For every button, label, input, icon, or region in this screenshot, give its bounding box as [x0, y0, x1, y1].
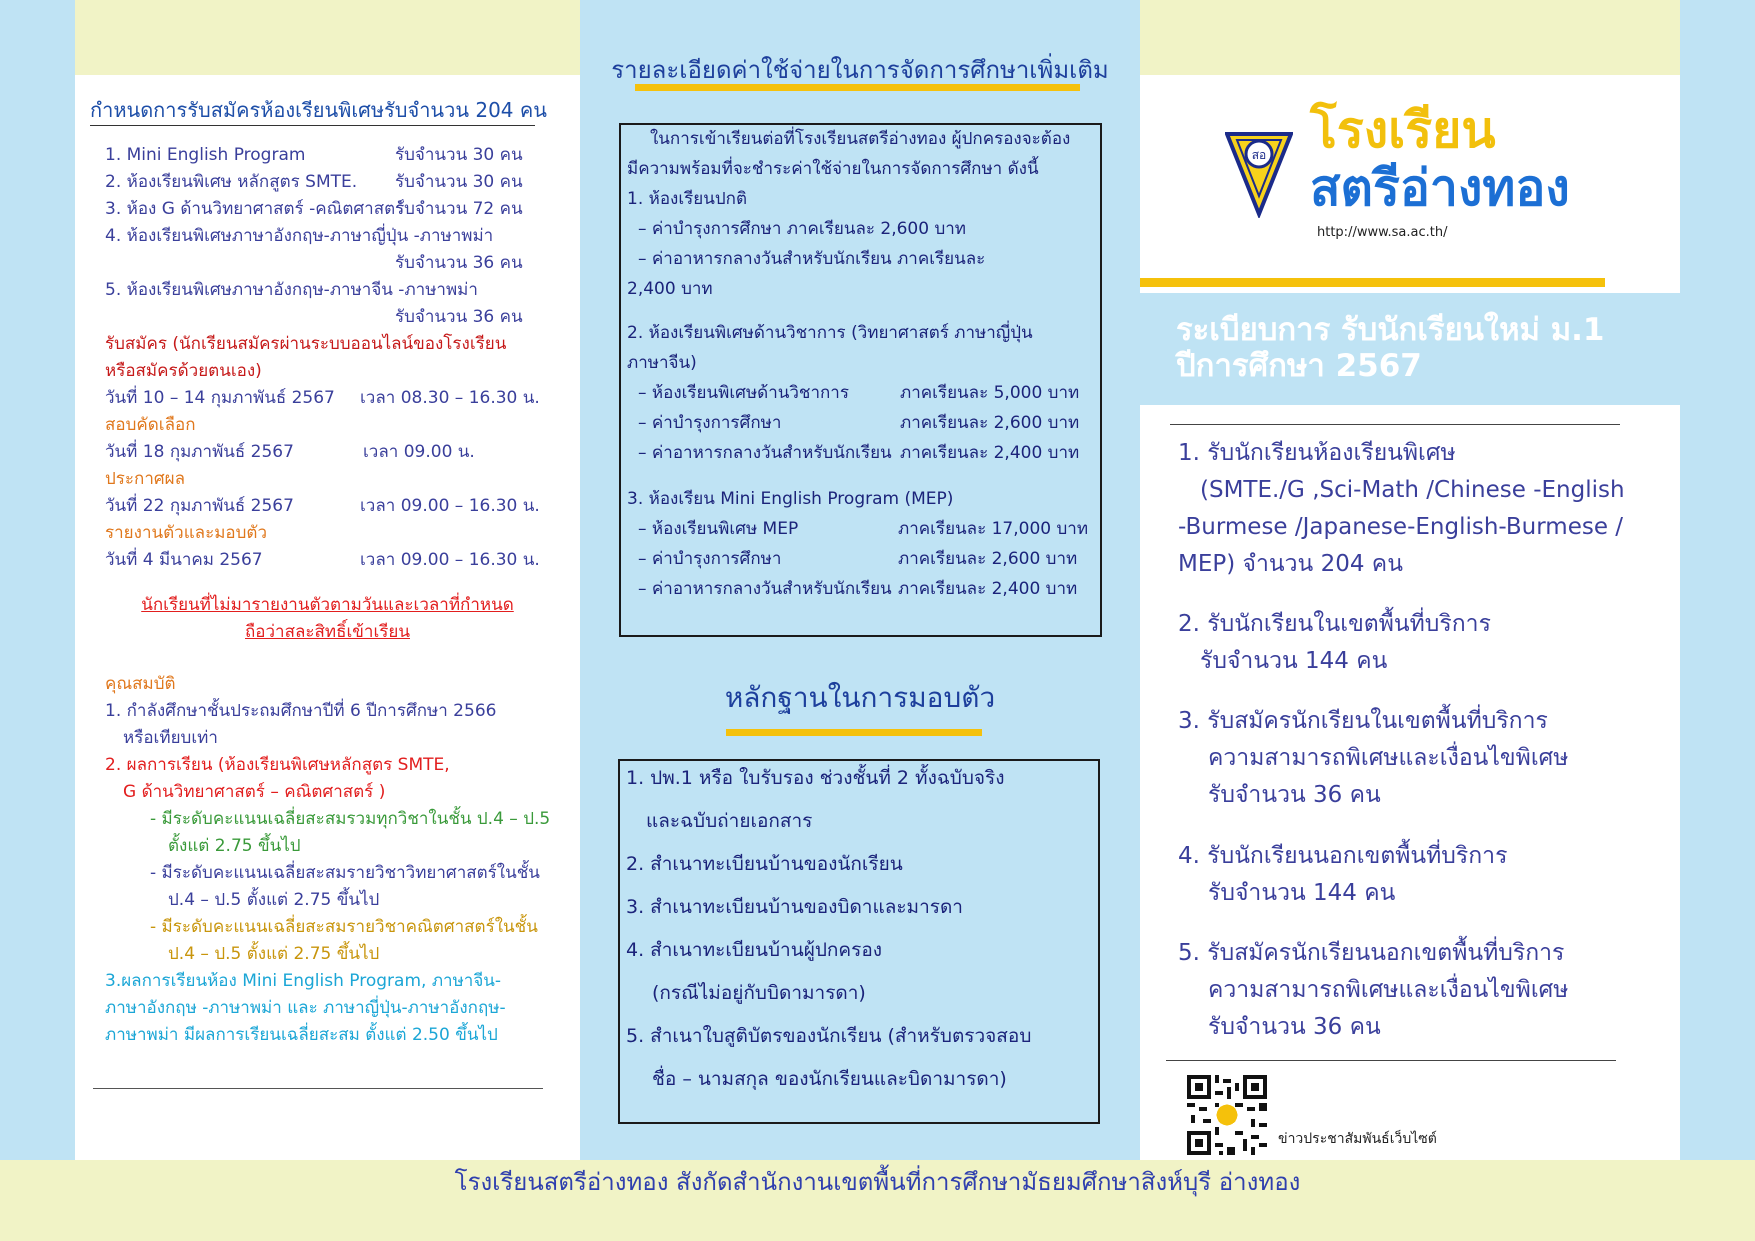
warning-line-2: ถือว่าสละสิทธิ์เข้าเรียน	[245, 622, 410, 642]
qualification-3-cont: ภาษาอังกฤษ -ภาษาพม่า และ ภาษาญี่ปุ่น-ภาษาอังกฤษ-	[105, 998, 506, 1018]
cost-intro: ในการเข้าเรียนต่อที่โรงเรียนสตรีอ่างทอง ผู้ปกครองจะต้อง	[650, 129, 1071, 149]
footer-text: โรงเรียนสตรีอ่างทอง สังกัดสำนักงานเขตพื้นที่การศึกษามัธยมศึกษาสิงห์บุรี อ่างทอง	[454, 1168, 1301, 1196]
admission-item: 5. รับสมัครนักเรียนนอกเขตพื้นที่บริการ	[1178, 940, 1565, 966]
program-count: รับจำนวน 36 คน	[395, 253, 523, 273]
program-name: 5. ห้องเรียนพิเศษภาษาอังกฤษ-ภาษาจีน -ภาษาพม่า	[105, 280, 478, 300]
apply-time: เวลา 08.30 – 16.30 น.	[360, 388, 540, 408]
cost-item-name: – ค่าอาหารกลางวันสำหรับนักเรียน	[638, 579, 892, 599]
qr-caption: ข่าวประชาสัมพันธ์เว็บไซต์	[1278, 1131, 1437, 1147]
divider	[1170, 424, 1620, 425]
banner-line-2: ปีการศึกษา 2567	[1176, 348, 1422, 384]
svg-text:สอ: สอ	[1251, 148, 1267, 162]
school-url[interactable]: http://www.sa.ac.th/	[1317, 225, 1448, 240]
right-edge-panel	[1680, 0, 1755, 1160]
qualification-2-item: - มีระดับคะแนนเฉลี่ยสะสมรายวิชาวิทยาศาสตร์ในชั้น	[150, 863, 540, 883]
program-name: 4. ห้องเรียนพิเศษภาษาอังกฤษ-ภาษาญี่ปุ่น -ภาษาพม่า	[105, 226, 494, 246]
admission-item-cont: รับจำนวน 144 คน	[1200, 648, 1388, 674]
left-edge-panel	[0, 0, 75, 1160]
report-label: รายงานตัวและมอบตัว	[105, 523, 267, 543]
qualification-2: 2. ผลการเรียน (ห้องเรียนพิเศษหลักสูตร SMTE,	[105, 755, 450, 775]
admission-item-cont: รับจำนวน 36 คน	[1208, 782, 1381, 808]
admission-item: 3. รับสมัครนักเรียนในเขตพื้นที่บริการ	[1178, 708, 1548, 734]
program-count: รับจำนวน 72 คน	[395, 199, 523, 219]
evidence-item-cont: ชื่อ – นามสกุล ของนักเรียนและบิดามารดา)	[652, 1068, 1007, 1090]
cost-intro-cont: มีความพร้อมที่จะชำระค่าใช้จ่ายในการจัดการศึกษา ดังนี้	[627, 159, 1039, 179]
qualification-3-cont: ภาษาพม่า มีผลการเรียนเฉลี่ยสะสม ตั้งแต่ 2.50 ขึ้นไป	[105, 1025, 498, 1045]
admission-item-cont: (SMTE./G ,Sci-Math /Chinese -English	[1200, 477, 1625, 503]
left-title: กำหนดการรับสมัครห้องเรียนพิเศษรับจำนวน 204 คน	[90, 98, 547, 122]
cost-item-name: – ค่าบำรุงการศึกษา	[638, 413, 782, 433]
program-name: 2. ห้องเรียนพิเศษ หลักสูตร SMTE.	[105, 172, 358, 192]
divider	[1166, 1060, 1616, 1061]
qualification-2-item-cont: ตั้งแต่ 2.75 ขึ้นไป	[168, 836, 301, 856]
program-count: รับจำนวน 30 คน	[395, 172, 523, 192]
qualification-2-item-cont: ป.4 – ป.5 ตั้งแต่ 2.75 ขึ้นไป	[168, 890, 380, 910]
evidence-item: 2. สำเนาทะเบียนบ้านของนักเรียน	[626, 853, 903, 875]
cost-item-fee: ภาคเรียนละ 2,400 บาท	[900, 443, 1080, 463]
cost-item-name: – ห้องเรียนพิเศษด้านวิชาการ	[638, 383, 849, 403]
announce-date: วันที่ 22 กุมภาพันธ์ 2567	[105, 496, 294, 516]
program-name: 3. ห้อง G ด้านวิทยาศาสตร์ -คณิตศาสตร์	[105, 199, 405, 219]
announce-label: ประกาศผล	[105, 469, 186, 489]
qualification-3: 3.ผลการเรียนห้อง Mini English Program, ภาษาจีน-	[105, 971, 502, 991]
cost-item-fee: ภาคเรียนละ 5,000 บาท	[900, 383, 1080, 403]
report-date: วันที่ 4 มีนาคม 2567	[105, 550, 263, 570]
cost-item: – ค่าอาหารกลางวันสำหรับนักเรียน ภาคเรียนละ	[638, 249, 986, 269]
cost-section-2: 2. ห้องเรียนพิเศษด้านวิชาการ (วิทยาศาสตร์ ภาษาญี่ปุ่น	[627, 323, 1033, 343]
banner-line-1: ระเบียบการ รับนักเรียนใหม่ ม.1	[1176, 312, 1605, 348]
cost-title: รายละเอียดค่าใช้จ่ายในการจัดการศึกษาเพิ่มเติม	[611, 56, 1109, 84]
exam-date: วันที่ 18 กุมภาพันธ์ 2567	[105, 442, 294, 462]
qualification-1: 1. กำลังศึกษาชั้นประถมศึกษาปีที่ 6 ปีการศึกษา 2566	[105, 701, 497, 721]
apply-date: วันที่ 10 – 14 กุมภาพันธ์ 2567	[105, 388, 335, 408]
evidence-item-cont: (กรณีไม่อยู่กับบิดามารดา)	[652, 982, 866, 1004]
cost-item-name: – ค่าบำรุงการศึกษา	[638, 549, 782, 569]
qualification-2-item: - มีระดับคะแนนเฉลี่ยสะสมรายวิชาคณิตศาสตร์ในชั้น	[150, 917, 538, 937]
program-count: รับจำนวน 30 คน	[395, 145, 523, 165]
evidence-item: 3. สำเนาทะเบียนบ้านของบิดาและมารดา	[626, 896, 963, 918]
school-logo	[1225, 118, 1293, 222]
school-name-line-1: โรงเรียน	[1310, 101, 1496, 159]
cost-item: – ค่าบำรุงการศึกษา ภาคเรียนละ 2,600 บาท	[638, 219, 967, 239]
cost-item-fee: ภาคเรียนละ 2,600 บาท	[898, 549, 1078, 569]
qualification-2-item-cont: ป.4 – ป.5 ตั้งแต่ 2.75 ขึ้นไป	[168, 944, 380, 964]
admission-item-cont: -Burmese /Japanese-English-Burmese /	[1178, 514, 1624, 540]
evidence-item-cont: และฉบับถ่ายเอกสาร	[646, 810, 813, 832]
qualification-1-cont: หรือเทียบเท่า	[123, 728, 218, 748]
qualification-2-item: - มีระดับคะแนนเฉลี่ยสะสมรวมทุกวิชาในชั้น ป.4 – ป.5	[150, 809, 551, 829]
cost-item-name: – ค่าอาหารกลางวันสำหรับนักเรียน	[638, 443, 892, 463]
warning-line-1: นักเรียนที่ไม่มารายงานตัวตามวันและเวลาที่กำหนด	[141, 595, 514, 615]
cost-item-cont: 2,400 บาท	[627, 279, 713, 299]
cost-section-1: 1. ห้องเรียนปกติ	[627, 189, 747, 209]
admission-item-cont: รับจำนวน 144 คน	[1208, 880, 1396, 906]
cost-item-fee: ภาคเรียนละ 17,000 บาท	[898, 519, 1089, 539]
school-name-line-2: สตรีอ่างทอง	[1310, 159, 1570, 217]
apply-label-2: หรือสมัครด้วยตนเอง)	[105, 361, 262, 381]
evidence-item: 4. สำเนาทะเบียนบ้านผู้ปกครอง	[626, 939, 883, 961]
qualification-label: คุณสมบัติ	[105, 674, 176, 694]
cost-item-fee: ภาคเรียนละ 2,400 บาท	[898, 579, 1078, 599]
divider	[90, 125, 535, 126]
evidence-underline	[726, 729, 982, 736]
admission-item: 1. รับนักเรียนห้องเรียนพิเศษ	[1178, 440, 1456, 466]
cost-section-3: 3. ห้องเรียน Mini English Program (MEP)	[627, 489, 954, 509]
school-emblem-icon	[1225, 118, 1293, 218]
announce-time: เวลา 09.00 – 16.30 น.	[360, 496, 540, 516]
qr-code-icon	[1187, 1075, 1267, 1155]
admission-item-cont: MEP) จำนวน 204 คน	[1178, 551, 1403, 577]
admission-item-cont: รับจำนวน 36 คน	[1208, 1014, 1381, 1040]
cost-item-fee: ภาคเรียนละ 2,600 บาท	[900, 413, 1080, 433]
qr-code[interactable]	[1187, 1075, 1267, 1159]
apply-label: รับสมัคร (นักเรียนสมัครผ่านระบบออนไลน์ของโรงเรียน	[105, 334, 507, 354]
divider	[93, 1088, 543, 1089]
admission-item-cont: ความสามารถพิเศษและเงื่อนไขพิเศษ	[1208, 977, 1569, 1003]
program-count: รับจำนวน 36 คน	[395, 307, 523, 327]
admission-item: 4. รับนักเรียนนอกเขตพื้นที่บริการ	[1178, 843, 1508, 869]
admission-item: 2. รับนักเรียนในเขตพื้นที่บริการ	[1178, 611, 1491, 637]
header-underline	[1140, 278, 1605, 287]
admission-item-cont: ความสามารถพิเศษและเงื่อนไขพิเศษ	[1208, 745, 1569, 771]
evidence-title: หลักฐานในการมอบตัว	[724, 681, 996, 714]
exam-label: สอบคัดเลือก	[105, 415, 196, 435]
cost-item-name: – ห้องเรียนพิเศษ MEP	[638, 519, 799, 539]
qualification-2-cont: G ด้านวิทยาศาสตร์ – คณิตศาสตร์ )	[123, 782, 386, 802]
exam-time: เวลา 09.00 น.	[363, 442, 475, 462]
title-underline	[635, 84, 1080, 91]
evidence-item: 5. สำเนาใบสูติบัตรของนักเรียน (สำหรับตรวจสอบ	[626, 1025, 1032, 1047]
evidence-item: 1. ปพ.1 หรือ ใบรับรอง ช่วงชั้นที่ 2 ทั้งฉบับจริง	[626, 767, 1005, 789]
cost-section-2-cont: ภาษาจีน)	[627, 353, 697, 373]
report-time: เวลา 09.00 – 16.30 น.	[360, 550, 540, 570]
program-name: 1. Mini English Program	[105, 145, 306, 165]
